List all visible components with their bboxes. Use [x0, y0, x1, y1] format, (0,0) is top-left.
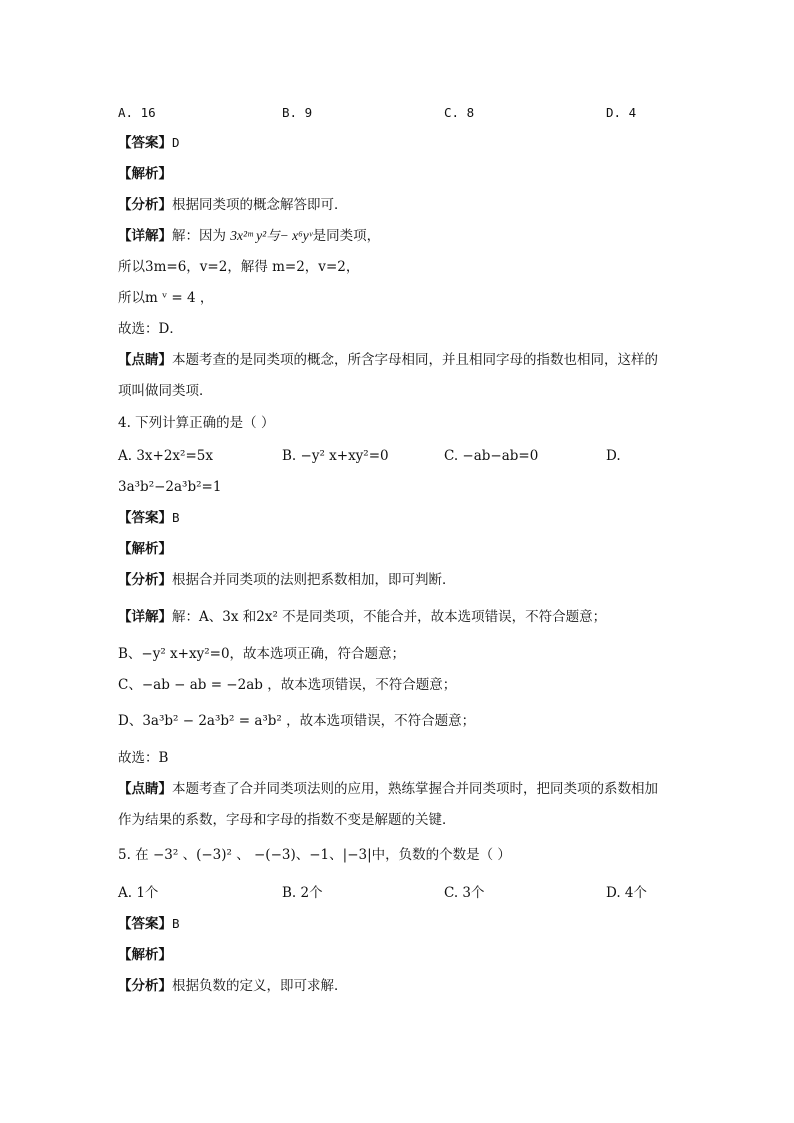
q4-option-b: B. −y² x+xy²=0	[282, 448, 389, 464]
q5-option-a: A. 1个	[118, 885, 159, 901]
q3-answer	[118, 134, 180, 152]
q4-option-d-cont: 3a³b²−2a³b²=1	[118, 479, 222, 495]
q3-option-b: B. 9	[282, 105, 313, 120]
fenxi-tag: 【分析】	[118, 197, 172, 213]
q4-stem: 4. 下列计算正确的是（ ）	[118, 415, 275, 431]
q5-option-b: B. 2个	[282, 885, 323, 901]
detail-expr: 3x²ᵐ y²与− x⁶yᵛ	[230, 228, 313, 243]
answer-value: B	[172, 510, 180, 525]
q3-line4: 故选：D．	[118, 321, 183, 337]
comment-tag: 【点睛】	[118, 781, 172, 797]
q4-comment	[118, 780, 658, 798]
q4-detail-d: D、3a³b² − 2a³b² = a³b² ，故本选项错误，不符合题意；	[118, 713, 476, 729]
detail-tag: 【详解】	[118, 228, 172, 244]
q4-option-c: C. −ab−ab=0	[444, 448, 539, 464]
answer-value: B	[172, 916, 180, 931]
q5-stem: 5. 在 −3² 、(−3)² 、 −(−3)、−1、|−3|中，负数的个数是（ ）	[118, 847, 511, 863]
q3-fenxi	[118, 196, 348, 214]
q4-comment-cont: 作为结果的系数，字母和字母的指数不变是解题的关键．	[118, 812, 456, 828]
fenxi-tag: 【分析】	[118, 978, 172, 994]
q5-answer	[118, 915, 180, 933]
q5-fenxi	[118, 977, 348, 995]
q3-detail	[118, 227, 380, 245]
q5-option-c: C. 3个	[444, 885, 485, 901]
q3-option-d: D. 4	[606, 105, 637, 120]
q4-choose: 故选：B	[118, 750, 169, 766]
q4-detail-b: B、−y² x+xy²=0，故本选项正确，符合题意；	[118, 646, 406, 662]
fenxi-text: 根据同类项的概念解答即可．	[172, 197, 348, 213]
answer-tag: 【答案】	[118, 916, 172, 932]
comment-text: 本题考查了合并同类项法则的应用，熟练掌握合并同类项时，把同类项的系数相加	[172, 781, 658, 797]
answer-tag: 【答案】	[118, 510, 172, 526]
fenxi-tag: 【分析】	[118, 572, 172, 588]
detail-text: 解：A、3x 和2x² 不是同类项，不能合并，故本选项错误，不符合题意；	[172, 609, 607, 625]
q4-answer	[118, 509, 180, 527]
answer-value: D	[172, 135, 180, 150]
answer-tag: 【答案】	[118, 135, 172, 151]
q4-option-a: A. 3x+2x²=5x	[118, 448, 213, 464]
detail-tail: 是同类项，	[312, 228, 381, 244]
q4-detail-c: C、−ab − ab = −2ab ，故本选项错误，不符合题意；	[118, 677, 457, 693]
q3-comment	[118, 351, 658, 369]
q3-option-c: C. 8	[444, 105, 475, 120]
q5-analysis-heading: 【解析】	[118, 947, 172, 963]
fenxi-text: 根据合并同类项的法则把系数相加，即可判断．	[172, 572, 456, 588]
detail-lead: 解：因为	[172, 228, 231, 244]
q3-analysis-heading: 【解析】	[118, 166, 172, 182]
fenxi-text: 根据负数的定义，即可求解．	[172, 978, 348, 994]
q3-option-a: A. 16	[118, 105, 156, 120]
q4-fenxi	[118, 571, 456, 589]
comment-text: 本题考查的是同类项的概念，所含字母相同，并且相同字母的指数也相同，这样的	[172, 352, 658, 368]
q3-line3: 所以m ᵛ = 4 ，	[118, 290, 214, 306]
detail-tag: 【详解】	[118, 609, 172, 625]
q4-detail-a	[118, 608, 606, 626]
q4-analysis-heading: 【解析】	[118, 541, 172, 557]
q5-option-d: D. 4个	[606, 885, 648, 901]
q3-line2: 所以3m=6，v=2，解得 m=2，v=2，	[118, 259, 360, 275]
comment-tag: 【点睛】	[118, 352, 172, 368]
q4-option-d: D.	[606, 448, 621, 464]
q3-comment-cont: 项叫做同类项．	[118, 383, 213, 399]
